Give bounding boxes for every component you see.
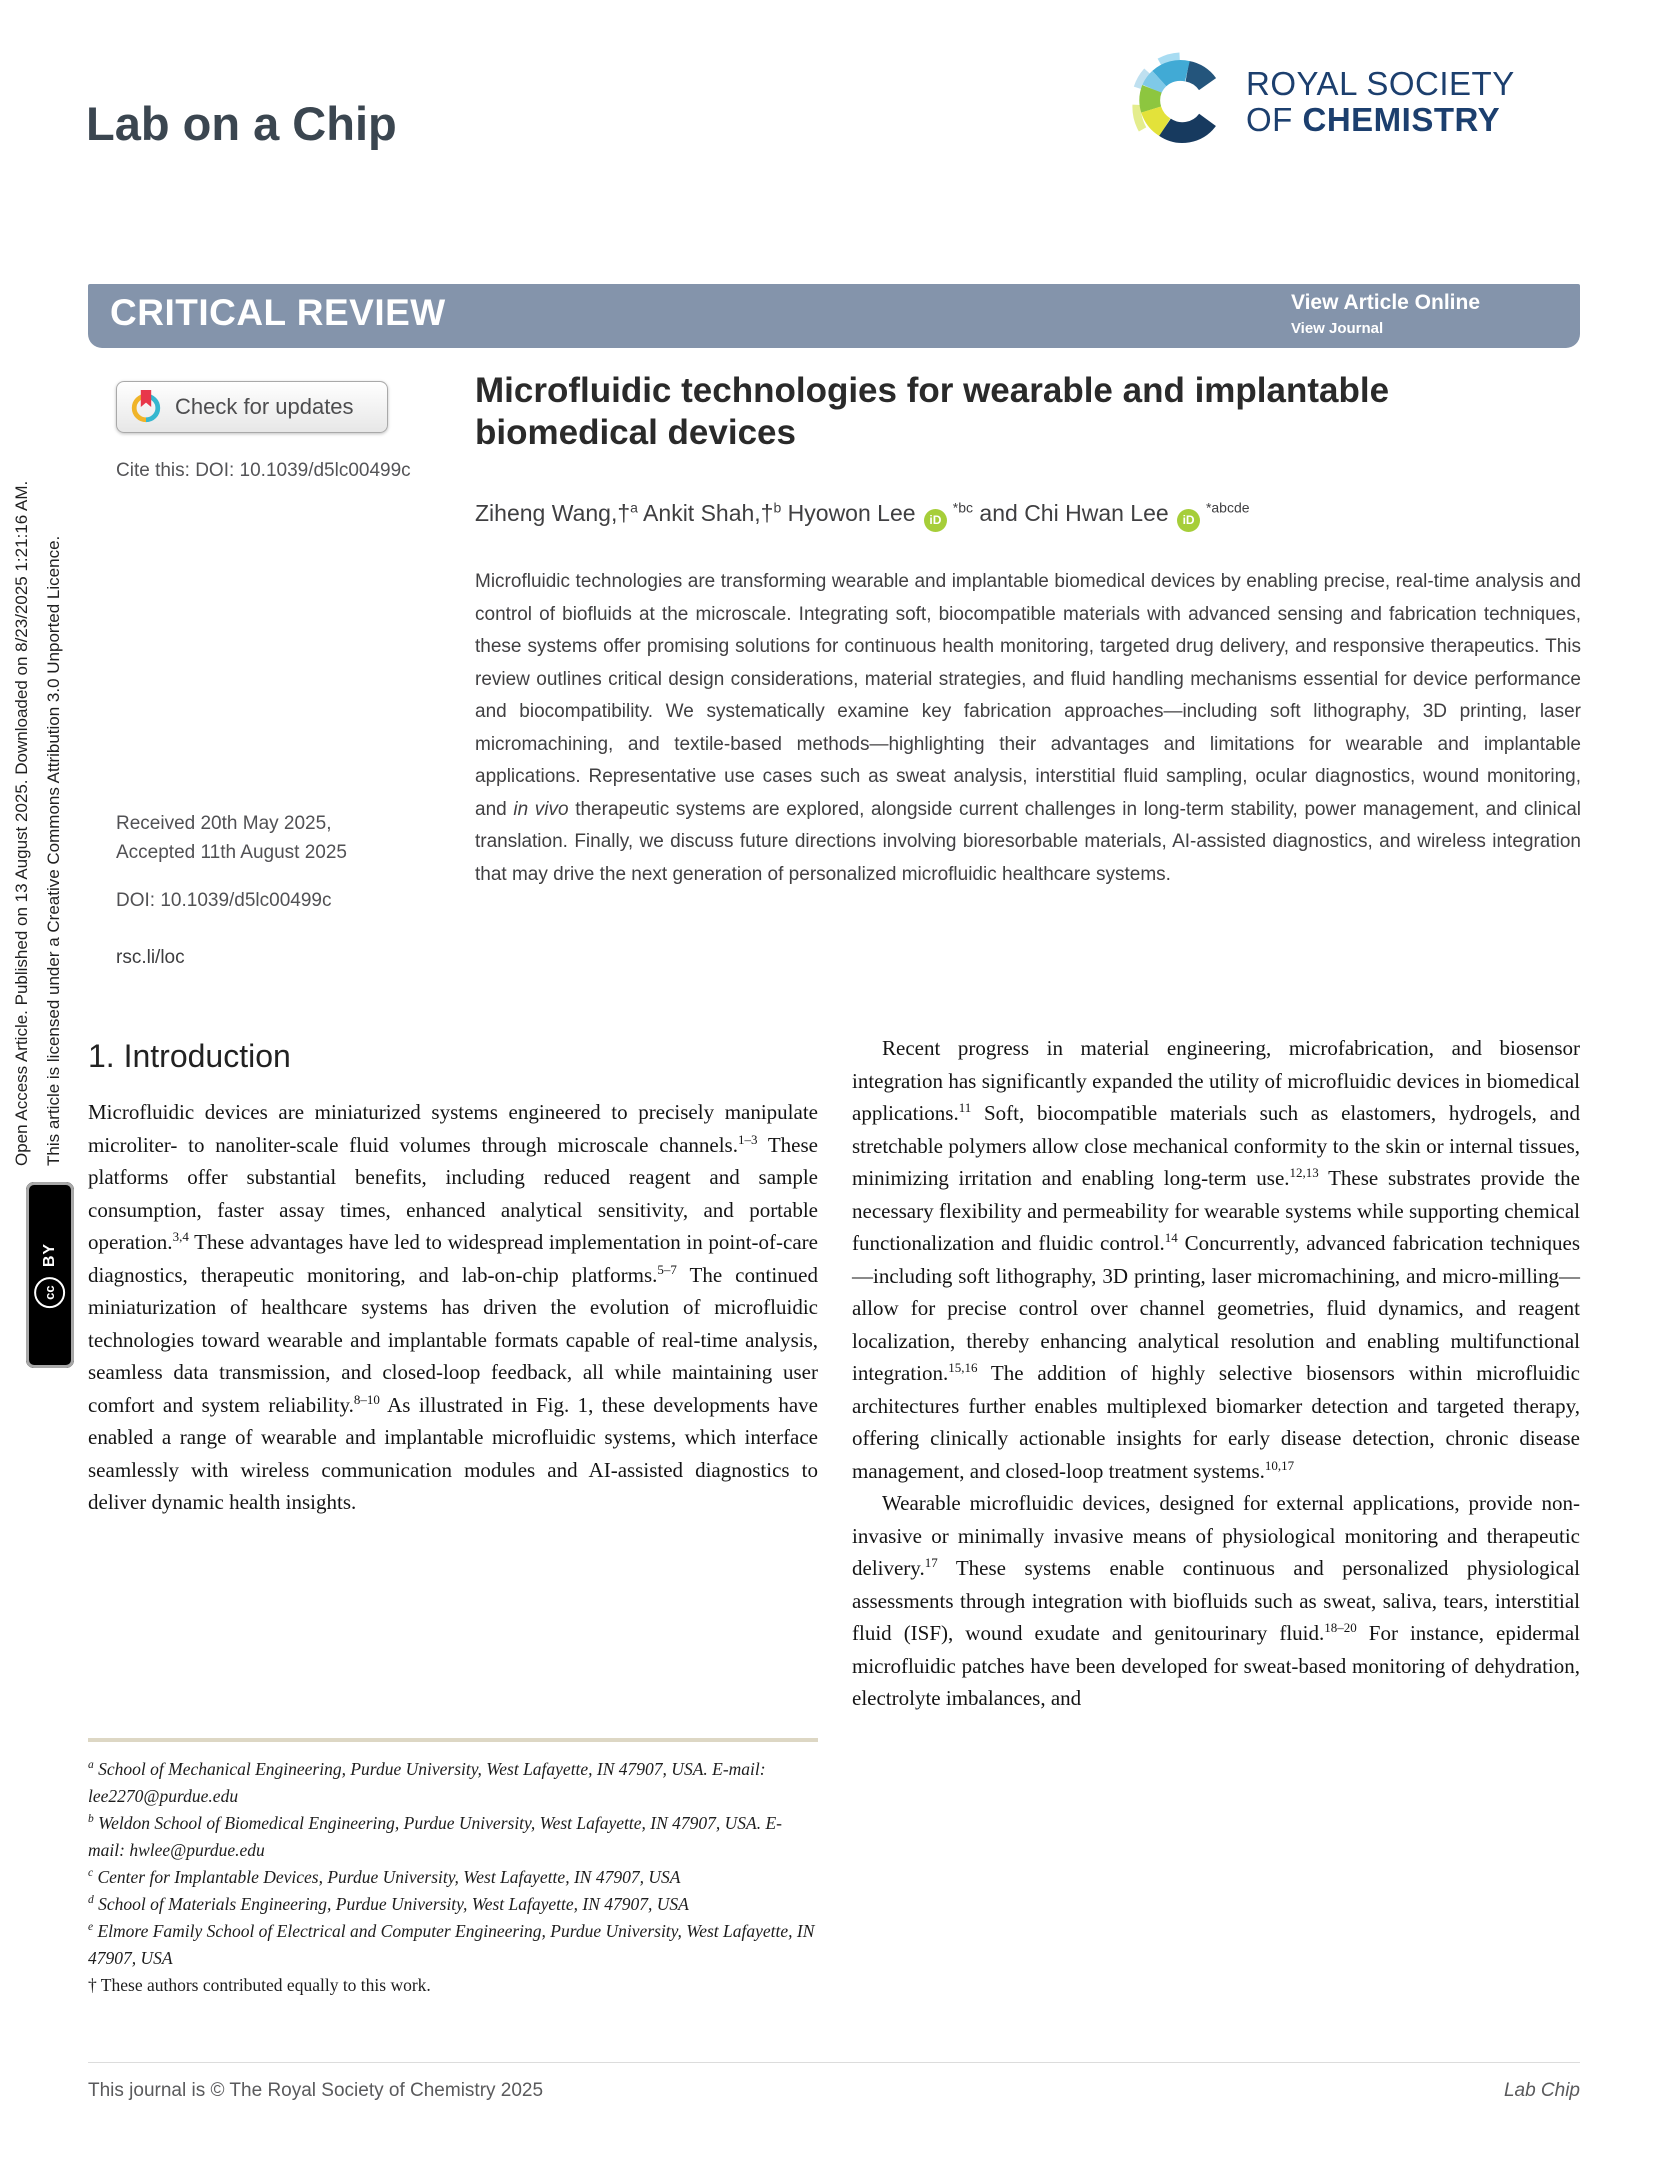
footnote-equal-contribution: † These authors contributed equally to this work.: [88, 1975, 431, 1995]
intro-paragraph-1: Microfluidic devices are miniaturized systems engineered to precisely manipulate microliter- to nanoliter-scale fluid volumes through microscale channels.$^{1-3}$ These platforms offer substantial benefits, including reduced reagent and sample consumption, faster assay times, enhanced analytical sensitivity, and portable operation.$^{3,4}$ These advantages have led to widespread implementation in point-of-care diagnostics, therapeutic monitoring, and lab-on-chip platforms.$^{5-7}$ The continued miniaturization of healthcare systems has driven the evolution of microfluidic technologies toward wearable and implantable formats capable of real-time analysis, seamless data transmission, and closed-loop feedback, all while maintaining user comfort and system reliability.$^{8-10}$ As illustrated in Fig. 1, these developments have enabled a range of wearable and implantable microfluidic systems, which interface seamlessly with wireless communication modules and AI-assisted diagnostics to deliver dynamic health insights.: [88, 1100, 818, 1514]
authors-line: Ziheng Wang,†$^a$ Ankit Shah,†$^b$ Hyowon Lee iD $^{*bc}$ and Chi Hwan Lee iD $^{*abcde}$: [475, 500, 1581, 532]
journal-title: Lab on a Chip: [86, 97, 397, 150]
intro-left-column: [88, 1096, 818, 1519]
footnote-divider: [88, 1738, 818, 1742]
footer-copyright: This journal is © The Royal Society of Chemistry 2025: [88, 2080, 544, 2101]
doi: DOI: 10.1039/d5lc00499c: [116, 890, 332, 911]
rsc-wordmark-line2: OF CHEMISTRY: [1246, 101, 1501, 138]
rsc-wordmark: [1246, 66, 1515, 137]
cc-by-label: BY: [41, 1242, 59, 1267]
article-type-label: CRITICAL REVIEW: [110, 292, 446, 333]
orcid-icon[interactable]: iD: [924, 509, 947, 532]
abstract-text: Microfluidic technologies are transforming wearable and implantable biomedical devices by enabling precise, real-time analysis and control of biofluids at the microscale. Integrating soft, biocompatible materials with advanced sensing and fabrication techniques, these systems offer promising solutions for continuous health monitoring, targeted drug delivery, and responsive therapeutics. This review outlines critical design considerations, material strategies, and fluid handling mechanisms essential for device performance and biocompatibility. We systematically examine key fabrication approaches—including soft lithography, 3D printing, laser micromachining, and textile-based methods—highlighting their advantages and limitations for wearable and implantable applications. Representative use cases such as sweat analysis, interstitial fluid sampling, ocular diagnostics, wound monitoring, and in vivo therapeutic systems are explored, alongside current challenges in long-term stability, power management, and clinical translation. Finally, we discuss future directions involving bioresorbable materials, AI-assisted diagnostics, and wireless integration that may drive the next generation of personalized microfluidic healthcare systems.: [475, 571, 1582, 885]
section-heading-introduction: 1. Introduction: [88, 1038, 291, 1074]
footer-divider: [88, 2062, 1580, 2063]
check-for-updates-label: Check for updates: [175, 394, 354, 419]
view-article-online-link[interactable]: View Article Online: [1290, 291, 1480, 314]
footnote-affiliation-c: $^c$ Center for Implantable Devices, Purdue University, West Lafayette, IN 47907, USA: [88, 1867, 681, 1887]
footer-journal-abbrev: Lab Chip: [1503, 2080, 1580, 2101]
intro-paragraph-2: Recent progress in material engineering, microfabrication, and biosensor integration has significantly expanded the utility of microfluidic devices in biomedical applications.$^{11}$ Soft, biocompatible materials such as elastomers, hydrogels, and stretchable polymers allow close mechanical conformity to the skin or internal tissues, minimizing irritation and enabling long-term use.$^{12,13}$ These substrates provide the necessary flexibility and permeability for wearable systems while supporting chemical functionalization and fluidic control.$^{14}$ Concurrently, advanced fabrication techniques—including soft lithography, 3D printing, laser micromachining, and micro-milling—allow for precise control over channel geometries, fluid dynamics, and reagent localization, thereby enhancing analytical resolution and enabling multifunctional integration.$^{15,16}$ The addition of highly selective biosensors within microfluidic architectures further enables multiplexed biomarker detection and targeted therapy, offering clinically actionable insights for early disease detection, chronic disease management, and closed-loop treatment systems.$^{10,17}$: [852, 1036, 1581, 1483]
footnote-affiliation-e: $^e$ Elmore Family School of Electrical and Computer Engineering, Purdue University, West Lafayette, IN 47907, USA: [88, 1921, 815, 1968]
orcid-icon[interactable]: iD: [1177, 509, 1200, 532]
received-date: Received 20th May 2025,: [116, 813, 332, 834]
article-title: Microfluidic technologies for wearable and implantable biomedical devices: [475, 371, 1390, 452]
footnote-affiliation-b: $^b$ Weldon School of Biomedical Engineering, Purdue University, West Lafayette, IN 47907, USA. E-mail: hwlee@purdue.edu: [88, 1813, 782, 1860]
cc-by-license-badge[interactable]: [26, 1182, 74, 1368]
rsc-logo-icon: [1130, 50, 1234, 154]
check-for-updates-button[interactable]: [116, 381, 388, 433]
accepted-date: Accepted 11th August 2025: [116, 841, 347, 863]
footnotes-block: [88, 1756, 818, 1999]
cite-this-doi: Cite this: DOI: 10.1039/d5lc00499c: [116, 460, 411, 481]
rsc-logo: [1130, 50, 1515, 154]
article-type-banner: [88, 284, 1580, 348]
footnote-affiliation-a: $^a$ School of Mechanical Engineering, Purdue University, West Lafayette, IN 47907, USA. E-mail: lee2270@purdue.edu: [88, 1759, 766, 1806]
intro-paragraph-3: Wearable microfluidic devices, designed for external applications, provide non-invasive or minimally invasive means of physiological monitoring and therapeutic delivery.$^{17}$ These systems enable continuous and personalized physiological assessments through integration with biofluids such as sweat, saliva, tears, interstitial fluid (ISF), wound exudate and genitourinary fluid.$^{18-20}$ For instance, epidermal microfluidic patches have been developed for sweat-based monitoring of dehydration, electrolyte imbalances, and: [852, 1491, 1580, 1710]
intro-right-column: [852, 1032, 1580, 1715]
cc-icon: cc: [35, 1277, 66, 1308]
license-sidebar-text: This article is licensed under a Creative Commons Attribution 3.0 Unported Licence.: [44, 535, 63, 1166]
rsc-wordmark-line1: ROYAL SOCIETY: [1246, 65, 1515, 103]
received-accepted-dates: [116, 810, 347, 867]
view-journal-link[interactable]: View Journal: [1290, 320, 1384, 337]
open-access-sidebar-text: Open Access Article. Published on 13 August 2025. Downloaded on 8/23/2025 1:21:16 AM.: [12, 480, 31, 1166]
crossmark-icon: [129, 390, 163, 424]
journal-url-link[interactable]: rsc.li/loc: [116, 947, 185, 968]
footnote-affiliation-d: $^d$ School of Materials Engineering, Purdue University, West Lafayette, IN 47907, USA: [88, 1894, 689, 1914]
